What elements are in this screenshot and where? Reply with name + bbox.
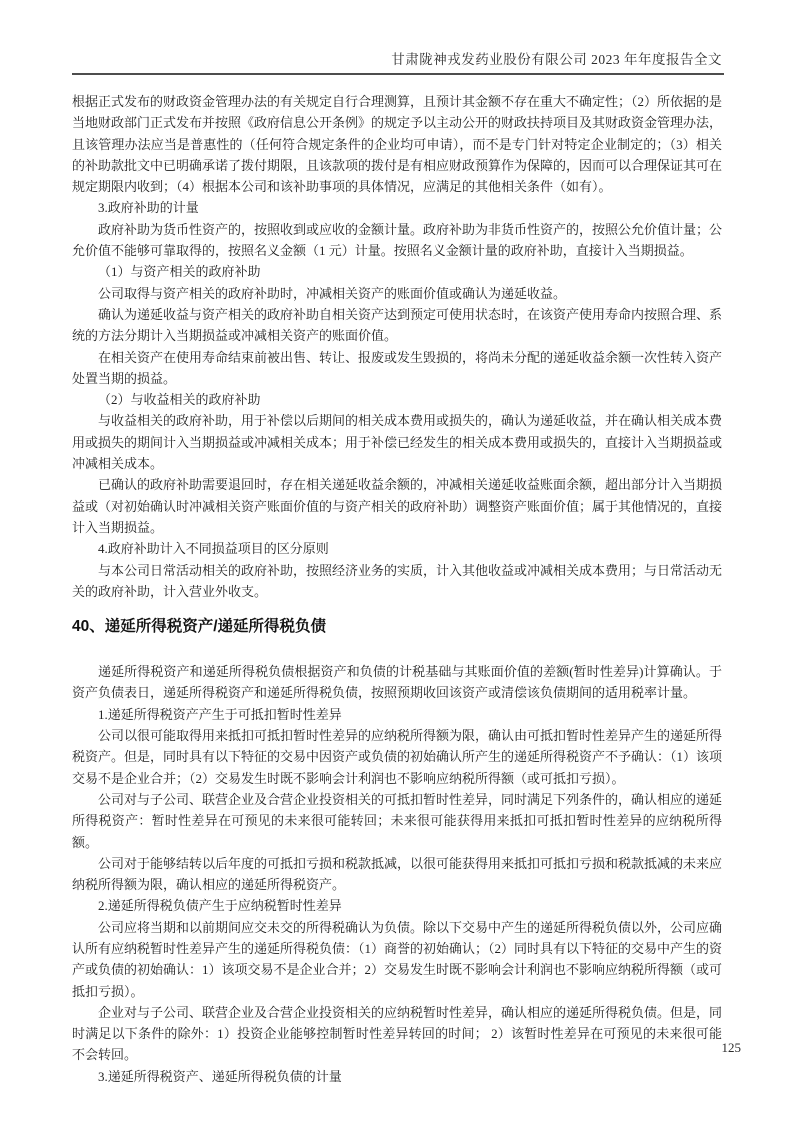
paragraph: 政府补助为货币性资产的，按照收到或应收的金额计量。政府补助为非货币性资产的，按照公允价值计量；公允价值不能够可靠取得的，按照名义金额（1 元）计量。按照名义金额计量的政府补助，直接计入当期损益。 [72, 221, 723, 259]
paragraph: 与收益相关的政府补助，用于补偿以后期间的相关成本费用或损失的，确认为递延收益，并在确认相关成本费用或损失的期间计入当期损益或冲减相关成本；用于补偿已经发生的相关成本费用或损失的，直接计入当期损益或冲减相关成本。 [72, 413, 723, 472]
paragraph: 企业对与子公司、联营企业及合营企业投资相关的应纳税暂时性差异，确认相应的递延所得税负债。但是，同时满足以下条件的除外：1）投资企业能够控制暂时性差异转回的时间； 2）该暂时性差异在可预见的未来很可能不会转回。 [72, 1004, 723, 1063]
paragraph: 在相关资产在使用寿命结束前被出售、转让、报废或发生毁损的，将尚未分配的递延收益余额一次性转入资产处置当期的损益。 [72, 349, 723, 386]
paragraph: 4.政府补助计入不同损益项目的区分原则 [98, 541, 329, 557]
paragraph: 根据正式发布的财政资金管理办法的有关规定自行合理测算，且预计其金额不存在重大不确定性；（2）所依据的是当地财政部门正式发布并按照《政府信息公开条例》的规定予以主动公开的财政扶持项目及其财政资金管理办法，且该管理办法应当是普惠性的（任何符合规定条件的企业均可申请），而不是专门针对特定企业制定的；（3）相关的补助款批文中已明确承诺了拨付期限，且该款项的拨付是有相应财政预算作为保障的，因而可以合理保证其可在规定期限内收到；（4）根据本公司和该补助事项的具体情况，应满足的其他相关条件（如有）。 [72, 94, 723, 195]
paragraph: （1）与资产相关的政府补助 [98, 264, 261, 280]
paragraph: 公司取得与资产相关的政府补助时，冲减相关资产的账面价值或确认为递延收益。 [98, 285, 567, 301]
document-body [72, 91, 722, 1087]
paragraph: （2）与收益相关的政府补助 [98, 392, 261, 408]
section-heading: 40、递延所得税资产/递延所得税负债 [72, 618, 327, 636]
paragraph: 已确认的政府补助需要退回时，存在相关递延收益余额的，冲减相关递延收益账面余额，超出部分计入当期损益或（对初始确认时冲减相关资产账面价值的与资产相关的政府补助）调整资产账面价值；属于其他情况的，直接计入当期损益。 [72, 477, 723, 535]
paragraph: 公司对于能够结转以后年度的可抵扣亏损和税款抵减，以很可能获得用来抵扣可抵扣亏损和税款抵减的未来应纳税所得额为限，确认相应的递延所得税资产。 [72, 855, 723, 893]
paragraph: 公司以很可能取得用来抵扣可抵扣暂时性差异的应纳税所得额为限，确认由可抵扣暂时性差异产生的递延所得税资产。但是，同时具有以下特征的交易中因资产或负债的初始确认所产生的递延所得税资产不予确认：（1）该项交易不是企业合并；（2）交易发生时既不影响会计利润也不影响应纳税所得额（或可抵扣亏损）。 [72, 728, 723, 786]
paragraph: 公司对与子公司、联营企业及合营企业投资相关的可抵扣暂时性差异，同时满足下列条件的，确认相应的递延所得税资产：暂时性差异在可预见的未来很可能转回；未来很可能获得用来抵扣可抵扣暂时性差异的应纳税所得额。 [72, 791, 723, 850]
paragraph: 1.递延所得税资产产生于可抵扣暂时性差异 [98, 706, 342, 722]
paragraph: 3.政府补助的计量 [98, 200, 199, 216]
paragraph: 公司应将当期和以前期间应交未交的所得税确认为负债。除以下交易中产生的递延所得税负债以外，公司应确认所有应纳税暂时性差异产生的递延所得税负债：（1）商誉的初始确认；（2）同时具有以下特征的交易中产生的资产或负债的初始确认：1）该项交易不是企业合并；2）交易发生时既不影响会计利润也不影响应纳税所得额（或可抵扣亏损）。 [72, 919, 723, 999]
page-number: 125 [721, 1040, 741, 1055]
paragraph: 3.递延所得税资产、递延所得税负债的计量 [98, 1068, 342, 1084]
paragraph: 2.递延所得税负债产生于应纳税暂时性差异 [98, 898, 342, 914]
header-divider [72, 73, 724, 75]
paragraph: 与本公司日常活动相关的政府补助，按照经济业务的实质，计入其他收益或冲减相关成本费用；与日常活动无关的政府补助，计入营业外收支。 [72, 562, 723, 599]
paragraph: 确认为递延收益与资产相关的政府补助自相关资产达到预定可使用状态时，在该资产使用寿命内按照合理、系统的方法分期计入当期损益或冲减相关资产的账面价值。 [72, 306, 723, 344]
report-header-title: 甘肃陇神戎发药业股份有限公司 2023 年年度报告全文 [391, 52, 722, 67]
paragraph: 递延所得税资产和递延所得税负债根据资产和负债的计税基础与其账面价值的差额(暂时性差异)计算确认。于资产负债表日，递延所得税资产和递延所得税负债，按照预期收回该资产或清偿该负债期间的适用税率计量。 [72, 664, 722, 701]
